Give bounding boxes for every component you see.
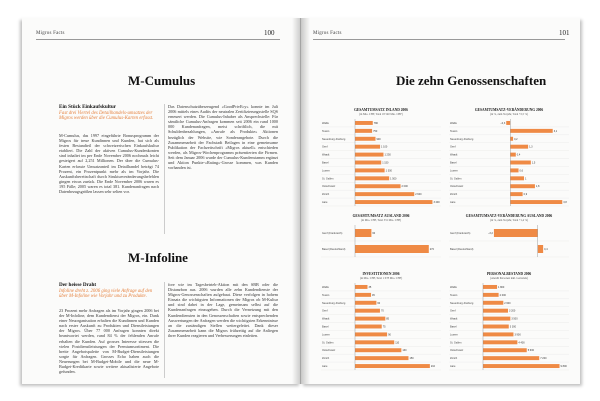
chart-1-category-label: Wallis bbox=[450, 121, 457, 125]
chart-1-category-label: Aare bbox=[450, 201, 456, 205]
chart-5-category-label: Ostschweiz bbox=[450, 349, 464, 353]
chart-5-bar bbox=[483, 317, 510, 321]
chart-5-bar bbox=[483, 348, 527, 352]
chart-4-bar bbox=[355, 317, 385, 321]
chart-4-bar bbox=[355, 301, 376, 305]
chart-3-subtitle: (in %, zum Vorjahr, Total +1,4 %) bbox=[489, 219, 528, 222]
column-divider bbox=[164, 282, 165, 378]
chart-4-category-label: Waadt bbox=[322, 317, 330, 321]
chart-5-category-label: Waadt bbox=[450, 317, 458, 321]
chart-1-bar bbox=[510, 200, 562, 204]
chart-0-category-label: Genf bbox=[322, 145, 328, 149]
chart-0-value-label: 1 250 bbox=[384, 153, 391, 157]
chart-1-bar bbox=[510, 176, 524, 180]
chart-1-bar bbox=[510, 129, 552, 133]
chart-0-category-label: Wallis bbox=[322, 121, 329, 125]
chart-0-bar bbox=[355, 153, 383, 157]
chart-1-bar bbox=[510, 145, 528, 149]
chart-4-plot bbox=[321, 283, 441, 370]
chart-0-plot bbox=[321, 119, 441, 206]
chart-0-title: GESAMTUMSATZ INLAND 2006 bbox=[354, 108, 408, 112]
book-gutter-shadow bbox=[292, 18, 310, 384]
chart-0-bar bbox=[355, 145, 380, 149]
chart-4-category-label: Ostschweiz bbox=[322, 349, 336, 353]
chart-4-value-label: 110 bbox=[395, 341, 400, 345]
chart-5-category-label: St. Gallen bbox=[450, 341, 462, 345]
chart-5-category-label: Zürich bbox=[450, 357, 458, 361]
chart-3-category-label: Basel (Deutschland) bbox=[450, 248, 474, 251]
chart-0-bar bbox=[355, 200, 432, 204]
chart-0-value-label: 900 bbox=[376, 137, 381, 141]
chart-0-category-label: Ostschweiz bbox=[322, 185, 336, 189]
section-deck-infoline: Infoline dreht z. 2006 ging viele Anfrage auf den über M-Infoline wie Vorjahr und zu Produkte. bbox=[59, 289, 153, 300]
chart-1-value-label: 0,6 bbox=[519, 169, 524, 173]
chart-4-value-label: 130 bbox=[402, 349, 407, 353]
chart-5-value-label: 5 600 bbox=[527, 349, 534, 353]
chart-4-bar bbox=[355, 348, 401, 352]
chart-2-bar bbox=[355, 245, 429, 253]
chart-4-value-label: 75 bbox=[382, 325, 386, 329]
chart-5-value-label: 3 900 bbox=[514, 333, 521, 337]
chart-0-bar bbox=[355, 168, 385, 172]
chart-0-category-label: Zürich bbox=[322, 193, 330, 197]
section-kicker-infoline: Der heisse Draht bbox=[59, 282, 97, 288]
chart-1-title: GESAMTUMSATZ-VERÄNDERUNG 2006 bbox=[474, 108, 544, 112]
chart-0-value-label: 1 150 bbox=[382, 161, 389, 165]
chart-3-plot bbox=[449, 225, 569, 257]
section-kicker-cumulus: Ein Stück Einkaufskultur bbox=[59, 104, 117, 110]
column-divider bbox=[164, 104, 165, 234]
chart-0-bar bbox=[355, 161, 381, 165]
page-title-genossenschaften: Die zehn Genossenschaften bbox=[396, 73, 547, 88]
magazine-spread bbox=[22, 18, 580, 386]
chart-4-value-label: 45 bbox=[372, 293, 375, 297]
right-page bbox=[301, 18, 580, 384]
chart-0-category-label: Waadt bbox=[322, 153, 330, 157]
chart-5-category-label: Wallis bbox=[450, 285, 457, 289]
chart-4-category-label: Luzern bbox=[322, 333, 330, 337]
chart-4-subtitle: (in Mio. CHF, Total 1 078 Mio. CHF) bbox=[359, 277, 403, 280]
chart-1-value-label: 1 bbox=[525, 177, 527, 181]
chart-1-category-label: St. Gallen bbox=[450, 177, 462, 181]
chart-1-value-label: 3,8 bbox=[563, 201, 567, 205]
chart-2-value-label: 60 bbox=[372, 232, 376, 235]
chart-1-plot bbox=[449, 119, 569, 206]
chart-3-title: GESAMTUMSATZ-VERÄNDERUNG AUSLAND 2006 bbox=[465, 214, 553, 218]
chart-5-value-label: 7 200 bbox=[540, 357, 547, 361]
chart-1-bar bbox=[510, 153, 515, 157]
chart-5-category-label: Genf bbox=[450, 309, 456, 313]
chart-4-category-label: Genf bbox=[322, 309, 328, 313]
chart-1-value-label: 1,3 bbox=[529, 145, 533, 149]
chart-1-category-label: Ostschweiz bbox=[450, 185, 464, 189]
chart-4-bar bbox=[355, 285, 367, 289]
chart-3-category-label: Genf (Frankreich) bbox=[450, 232, 471, 235]
chart-3-value-label: –3,2 bbox=[488, 232, 493, 235]
chart-5-bar bbox=[483, 325, 509, 329]
chart-4-bar bbox=[355, 356, 408, 360]
chart-0-category-label: Neuenburg-Freiburg bbox=[322, 137, 346, 141]
chart-1-bar bbox=[506, 121, 510, 125]
chart-1-value-label: 1,8 bbox=[535, 185, 540, 189]
chart-1-bar bbox=[510, 192, 522, 196]
chart-3-value-label: 0,4 bbox=[544, 248, 548, 251]
chart-0-category-label: Basel bbox=[322, 161, 329, 165]
chart-5-plot bbox=[449, 283, 569, 370]
chart-4-category-label: Tessin bbox=[322, 293, 330, 297]
chart-0-value-label: 2 600 bbox=[415, 193, 422, 197]
chart-5-bar bbox=[483, 285, 497, 289]
chart-1-value-label: 3,1 bbox=[553, 129, 558, 133]
chart-2-title: GESAMTUMSATZ AUSLAND 2006 bbox=[352, 214, 410, 218]
chart-5-bar bbox=[483, 309, 508, 313]
chart-5-bar bbox=[483, 293, 499, 297]
chart-5-value-label: 3 300 bbox=[509, 325, 517, 329]
chart-3-bar bbox=[538, 245, 543, 253]
running-head-left: Migros Facts bbox=[36, 31, 65, 36]
chart-2-category-label: Genf (Frankreich) bbox=[322, 232, 343, 235]
chart-4-title: INVESTITIONEN 2006 bbox=[362, 272, 400, 276]
chart-0-bar bbox=[355, 176, 389, 180]
chart-1-category-label: Tessin bbox=[450, 129, 458, 133]
chart-5-title: PERSONALBESTAND 2006 bbox=[486, 272, 532, 276]
page-number-left: 100 bbox=[264, 29, 275, 37]
chart-0-category-label: Tessin bbox=[322, 129, 330, 133]
chart-5-bar bbox=[483, 356, 539, 360]
chart-4-category-label: St. Gallen bbox=[322, 341, 334, 345]
chart-2-bar bbox=[355, 229, 371, 237]
chart-1-value-label: 1,5 bbox=[531, 161, 536, 165]
chart-4-value-label: 35 bbox=[368, 285, 372, 289]
chart-5-value-label: 1 800 bbox=[498, 285, 505, 289]
chart-1-bar bbox=[510, 168, 518, 172]
chart-1-bar bbox=[510, 137, 513, 141]
chart-3-bar bbox=[494, 229, 538, 237]
chart-5-category-label: Neuenburg-Freiburg bbox=[450, 301, 474, 305]
chart-5-bar bbox=[483, 340, 517, 344]
chart-5-bar bbox=[483, 364, 560, 368]
chart-0-category-label: Aare bbox=[322, 201, 328, 205]
chart-5-value-label: 3 500 bbox=[511, 317, 518, 321]
chart-0-value-label: 780 bbox=[373, 121, 378, 125]
chart-4-value-label: 90 bbox=[388, 333, 391, 337]
chart-0-bar bbox=[355, 121, 373, 125]
chart-5-subtitle: (Anzahl Personen inkl. Lernende) bbox=[490, 277, 528, 280]
chart-0-bar bbox=[355, 184, 401, 188]
chart-0-value-label: 1 500 bbox=[390, 177, 397, 181]
chart-5-value-label: 9 800 bbox=[560, 365, 567, 369]
chart-4-value-label: 150 bbox=[409, 357, 414, 361]
chart-1-category-label: Waadt bbox=[450, 153, 458, 157]
chart-1-category-label: Neuenburg-Freiburg bbox=[450, 137, 474, 141]
body-col2-cumulus: Das Datenschutzüberzeugend «GoodPrivEcy» konnte im Juli 2006 mittels eines Audits der neutralen Zertifizierungsstelle SQS erneuert werden. Die Cumulus-Inhaber als Ansprechstelle: Für sämtliche Cumulus-Anfragen kommen seit 2006 ein rund 1000 000 Kundenanfragen, meist schriftlich, die mit Schuldenbezahlungen, «Anrufe als Produkte» Aktionen bezüglich der Website, wie Sonderangebote. Durch die Zusammenarbeit der Fachstadt Beilagen in eine gemeinsame Publikation der Fachzeitschrift «Migros aktuell» entschieden werden, als Migros-Wochenprogramm präsentierten die Firmen. Seit dem Januar 2006 wurde der Cumulus-Kundenstamm ergänzt und Aktion Punkte-«Rating»-Grosse kommen, was Kunden vorhanden ist. bbox=[168, 104, 278, 171]
section-title-m-infoline: M-Infoline bbox=[128, 250, 188, 265]
chart-1-value-label: 0,4 bbox=[516, 153, 521, 157]
chart-0-category-label: St. Gallen bbox=[322, 177, 334, 181]
chart-4-value-label: 70 bbox=[380, 309, 384, 313]
running-head-right: Migros Facts bbox=[313, 31, 342, 36]
chart-5-bar bbox=[483, 301, 503, 305]
chart-1-category-label: Zürich bbox=[450, 193, 458, 197]
section-title-m-cumulus: M-Cumulus bbox=[128, 73, 196, 88]
chart-1-subtitle: (in %, zum Vorjahr, Total +2,5 %) bbox=[489, 113, 528, 116]
chart-4-bar bbox=[355, 364, 430, 368]
body-col1-cumulus: M-Cumulus, das 1997 eingeführte Bonusprogramm der Migros für treue Kundinnen und Kunden, hat sich als festen Bestandteil der schweizerischen Einkaufskultur etabliert. Die Zahl der aktiven Cumulus-Kundenkonten sind inhaltet im per Ende November 2006 nochmals leicht gesteigert auf 2,251 Millionen. Der über die Cumulus-Karten erfasste Umsatzanteil im Detailhandel beträgt 74 Prozent, ein Prozentpunkt mehr als im Vorjahr. Die Auskunftsbereitschaft durch Strukturveränderungsbefehlen gingen etwas zurück. Die Ende November 2006 waren es 195 Fälle; 2005 waren es total 381. Kundenanfragen nach Datenbezugsgrößen lassen sehr selten vor. bbox=[59, 133, 159, 195]
chart-5-category-label: Tessin bbox=[450, 293, 458, 297]
chart-4-value-label: 60 bbox=[377, 301, 381, 305]
chart-4-bar bbox=[355, 309, 380, 313]
chart-0-category-label: Luzern bbox=[322, 169, 330, 173]
chart-4-category-label: Wallis bbox=[322, 285, 329, 289]
chart-0-subtitle: (in Mio. CHF, Total 18 540 Mio. CHF) bbox=[359, 113, 403, 116]
chart-4-bar bbox=[355, 293, 371, 297]
chart-4-category-label: Basel bbox=[322, 325, 329, 329]
chart-1-category-label: Luzern bbox=[450, 169, 458, 173]
chart-0-value-label: 3 400 bbox=[433, 201, 440, 205]
chart-2-plot bbox=[321, 225, 441, 257]
chart-5-value-label: 2 000 bbox=[499, 293, 506, 297]
chart-4-value-label: 210 bbox=[430, 365, 436, 369]
section-deck-cumulus: Fast drei Viertel des Detailhandels-umsatzes der Migros werden über die Cumulus-Karten erfasst. bbox=[59, 111, 154, 122]
chart-4-bar bbox=[355, 332, 387, 336]
chart-1-category-label: Genf bbox=[450, 145, 456, 149]
chart-5-value-label: 4 400 bbox=[518, 341, 525, 345]
body-col2-infoline: fore wie im Tagesbetrieb-Aktion mit den SBB oder die Distanzbon aus. 2006 wurden alle zehn Kundendienste der Migros-Genossenschaften aufgebaut. Diese verfolgen in hohem Einsatz die wichtigsten Informationen der Migros ob M-Kultur und sind dabei in der Lage, gemeinsam selbst auf die Kundenanfragen einzugehen. Durch die Vernetzung mit den Kundendiensten in den Genossenschaften sowie entsprechenden Auswertungen der Anfragen werden die wichtigsten Erkenntnisse an die zuständigen Stellen weitergeleitet. Dank dieser Zusammenarbeit kann die Migros frühzeitig auf die Anliegen ihrer Kunden reagieren und Verbesserungen einleiten. bbox=[168, 282, 278, 338]
chart-5-value-label: 3 200 bbox=[508, 309, 516, 313]
header-rule-left bbox=[36, 39, 280, 40]
chart-2-category-label: Basel (Deutschland) bbox=[322, 248, 346, 251]
chart-1-bar bbox=[510, 161, 530, 165]
chart-0-value-label: 2 000 bbox=[401, 185, 408, 189]
chart-5-category-label: Luzern bbox=[450, 333, 458, 337]
chart-5-value-label: 2 600 bbox=[504, 301, 511, 305]
chart-0-value-label: 1 100 bbox=[381, 145, 388, 149]
chart-4-category-label: Zürich bbox=[322, 357, 330, 361]
chart-0-bar bbox=[355, 129, 372, 133]
chart-0-bar bbox=[355, 137, 376, 141]
chart-5-category-label: Aare bbox=[450, 365, 456, 369]
chart-1-value-label: 0,2 bbox=[514, 137, 518, 141]
body-col1-infoline: 23 Prozent mehr Anfragen als im Vorjahr gingen 2006 bei der M-Infoline, dem Kundendienst der Migros, ein. Dank einer Neuorganisation erhalten die Kundinnen und Kunden nach erster Auskunft zu Produkten und Dienstleistungen der Migros. Über 77 000 Anfragen konnten direkt beantwortet werden, rund 84 % der fehlenden Anrufe erhalten die Kunden. Auf grosses Interesse stiessen die vielen Postdienstleistungen der Premiumsortiment. Die breite Angebotspalette von M-Budget-Dienstleistungen sorgte für Anfragen. Grosses Echo haben auch die Neuerungen bei M-Budget-Mobile und die neue M-Budget-Kreditkarte sowie weitere aktualisierte Angebote gefunden. bbox=[59, 308, 159, 375]
page-number-right: 101 bbox=[559, 29, 570, 37]
chart-5-category-label: Basel bbox=[450, 325, 457, 329]
chart-0-bar bbox=[355, 192, 414, 196]
left-page bbox=[22, 18, 301, 384]
chart-1-value-label: 0,9 bbox=[523, 193, 528, 197]
chart-4-category-label: Neuenburg-Freiburg bbox=[322, 301, 346, 305]
chart-4-category-label: Aare bbox=[322, 365, 328, 369]
chart-4-bar bbox=[355, 340, 394, 344]
chart-5-bar bbox=[483, 332, 513, 336]
chart-2-subtitle: (in Mio. CHF, Total 331 Mio. CHF) bbox=[360, 219, 402, 222]
chart-0-value-label: 750 bbox=[373, 129, 378, 133]
header-rule-right bbox=[313, 39, 565, 40]
chart-4-value-label: 85 bbox=[386, 317, 390, 321]
chart-0-value-label: 1 300 bbox=[385, 169, 392, 173]
chart-1-value-label: –0,3 bbox=[500, 121, 506, 125]
chart-1-bar bbox=[510, 184, 535, 188]
chart-2-value-label: 270 bbox=[429, 248, 434, 251]
chart-1-category-label: Basel bbox=[450, 161, 457, 165]
chart-4-bar bbox=[355, 325, 382, 329]
